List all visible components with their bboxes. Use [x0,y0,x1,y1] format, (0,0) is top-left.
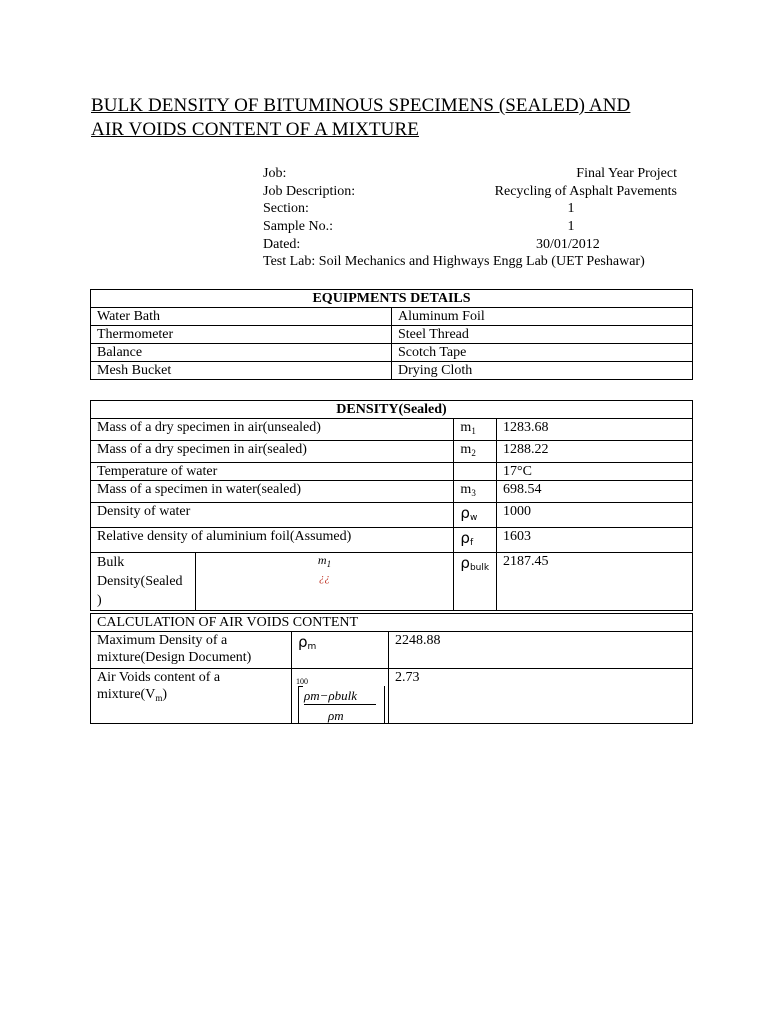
equipment-cell: Water Bath [91,308,392,326]
air-value: 2248.88 [389,632,693,669]
equipment-cell: Aluminum Foil [392,308,693,326]
bulk-density-formula: $m_1$ ¿¿ [195,553,454,611]
density-label: Bulk Density(Sealed ) [91,553,196,611]
table-row [91,528,693,553]
air-voids-table [90,613,693,724]
density-label: Density of water [91,503,454,528]
density-value: 1603 [497,528,693,553]
density-label: Relative density of aluminium foil(Assumed) [91,528,454,553]
density-value: 17°C [497,463,693,481]
air-voids-formula: 100 ρm−ρbulk ρm [292,669,389,724]
dated-label: Dated: [263,236,301,252]
sample-value: 1 [567,219,575,235]
density-symbol [454,463,497,481]
equipment-cell: Balance [91,344,392,362]
air-label: Air Voids content of a $mixture(V_m)$ [91,669,292,724]
section-label: Section: [263,201,309,217]
density-label: Mass of a dry specimen in air(unsealed) [91,419,454,441]
job-description-label: Job Description: [263,183,356,199]
job-info-block [263,165,679,271]
density-label: Mass of a dry specimen in air(sealed) [91,441,454,463]
table-row [91,463,693,481]
job-label: Job: [263,166,287,181]
air-label: Maximum Density of a mixture(Design Document) [91,632,292,669]
equipment-cell: Scotch Tape [392,344,693,362]
air-value: 2.73 [389,669,693,724]
table-row [91,481,693,503]
density-symbol: $\rho_w$ [454,503,497,528]
dated-value: 30/01/2012 [536,236,600,252]
table-row [91,308,693,326]
section-value: 1 [567,201,575,217]
density-value: 1283.68 [497,419,693,441]
air-symbol: $\rho_m$ [292,632,389,669]
density-symbol: $m_1$ [454,419,497,441]
density-value: 1000 [497,503,693,528]
test-lab-line: Test Lab: Soil Mechanics and Highways Engg Lab (UET Peshawar) [263,254,645,270]
table-row [91,441,693,463]
air-voids-header: CALCULATION OF AIR VOIDS CONTENT [91,614,693,632]
table-row [91,503,693,528]
equipment-cell: Mesh Bucket [91,362,392,380]
equipment-header: EQUIPMENTS DETAILS [91,290,693,308]
density-header: DENSITY(Sealed) [91,401,693,419]
density-value: 698.54 [497,481,693,503]
equipment-cell: Thermometer [91,326,392,344]
density-value: 1288.22 [497,441,693,463]
density-symbol: $m_2$ [454,441,497,463]
density-label: Temperature of water [91,463,454,481]
table-row [91,419,693,441]
density-symbol: $\rho_f$ [454,528,497,553]
density-label: Mass of a specimen in water(sealed) [91,481,454,503]
table-row [91,632,693,669]
table-row [91,326,693,344]
table-row [91,669,693,724]
equipment-cell: Drying Cloth [392,362,693,380]
sample-label: Sample No.: [263,219,333,235]
job-description-value: Recycling of Asphalt Pavements [494,183,677,199]
job-value: Final Year Project [576,166,677,181]
table-row [91,553,693,611]
title-line-1: BULK DENSITY OF BITUMINOUS SPECIMENS (SEALED) AND [91,95,631,116]
table-row [91,362,693,380]
table-row [91,344,693,362]
density-value: 2187.45 [497,553,693,611]
density-symbol: $\rho_{bulk}$ [454,553,497,611]
equipment-table [90,289,693,380]
density-symbol: $m_3$ [454,481,497,503]
equipment-cell: Steel Thread [392,326,693,344]
density-table [90,400,693,611]
document-title [91,94,691,142]
title-line-2: AIR VOIDS CONTENT OF A MIXTURE [91,119,419,140]
